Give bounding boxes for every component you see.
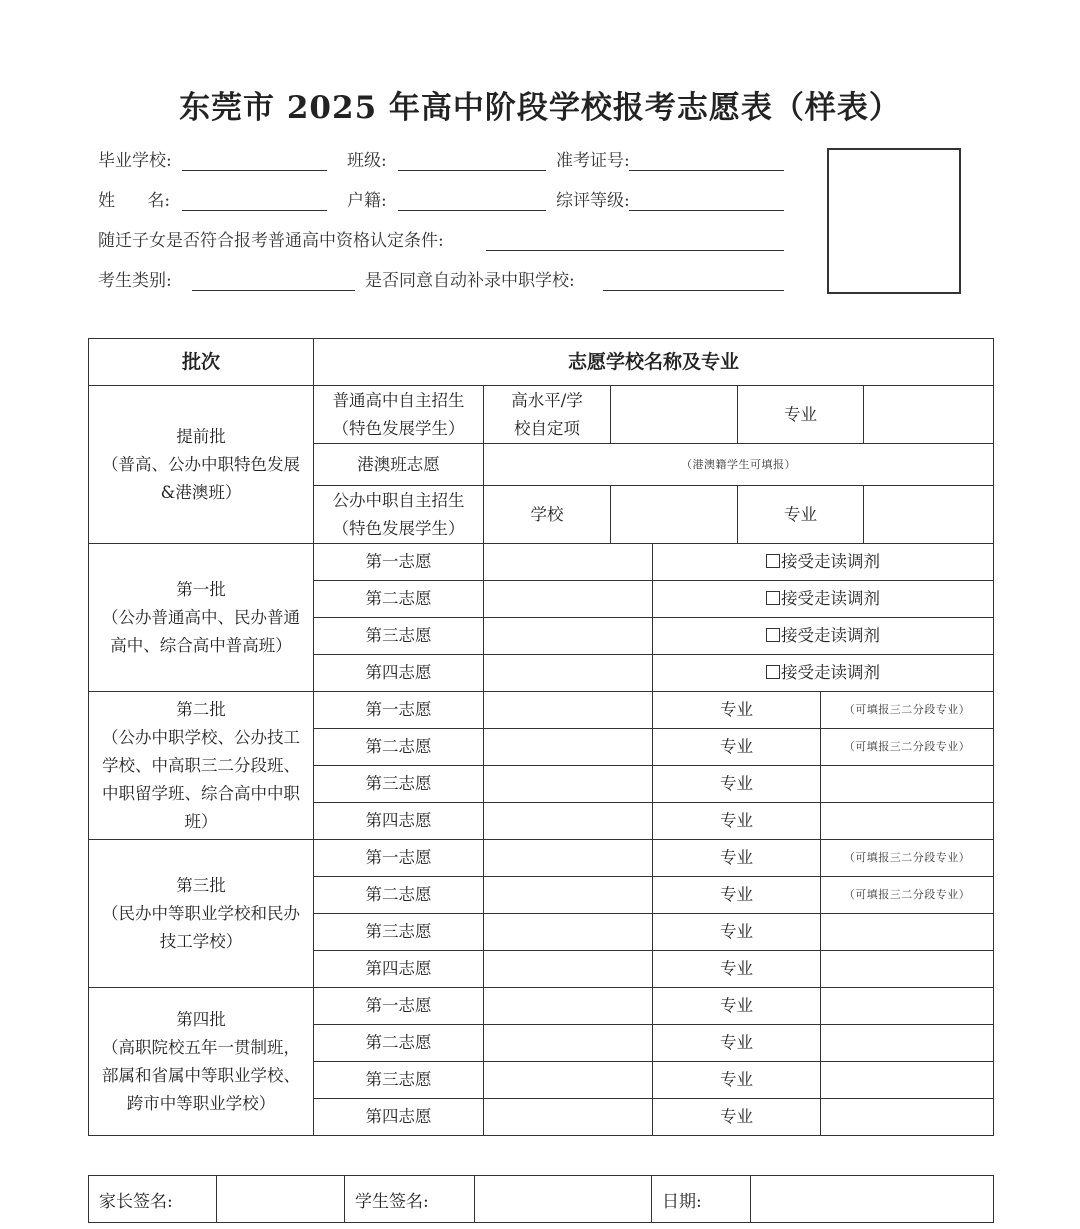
early-major-value-1[interactable]	[864, 386, 994, 444]
signature-table	[88, 1175, 994, 1223]
batch1-school-4[interactable]	[484, 655, 653, 692]
batch3-note-2: （可填报三二分段专业）	[821, 877, 994, 914]
batch2-school-4[interactable]	[484, 803, 653, 840]
early-type-1: 普通高中自主招生（特色发展学生）	[314, 386, 484, 444]
batch2-choice-3: 第三志愿	[314, 766, 484, 803]
batch1-choice-3: 第三志愿	[314, 618, 484, 655]
batch1-school-3[interactable]	[484, 618, 653, 655]
batch4-choice-1: 第一志愿	[314, 988, 484, 1025]
name-label: 姓 名:	[98, 191, 171, 211]
candidate-category-input[interactable]	[192, 290, 355, 291]
batch4-school-3[interactable]	[484, 1062, 653, 1099]
batch3-note-1: （可填报三二分段专业）	[821, 840, 994, 877]
batch3-choice-4: 第四志愿	[314, 951, 484, 988]
graduation-school-label: 毕业学校:	[98, 151, 172, 171]
batch-2-label: 第二批 （公办中职学校、公办技工学校、中高职三二分段班、中职留学班、综合高中中职班）	[89, 692, 314, 840]
batch3-school-2[interactable]	[484, 877, 653, 914]
early-value-3[interactable]	[611, 486, 738, 544]
choices-table	[88, 338, 994, 1136]
batch2-note-2: （可填报三二分段专业）	[821, 729, 994, 766]
student-signature-label: 学生签名:	[345, 1176, 475, 1223]
class-input[interactable]	[398, 170, 546, 171]
early-note-2: （港澳籍学生可填报）	[484, 444, 994, 486]
header-batch: 批次	[89, 339, 314, 386]
early-type-2: 港澳班志愿	[314, 444, 484, 486]
batch-4-label: 第四批 （高职院校五年一贯制班，部属和省属中等职业学校、跨市中等职业学校）	[89, 988, 314, 1136]
student-signature-field[interactable]	[475, 1176, 652, 1223]
batch-1-label: 第一批 （公办普通高中、民办普通高中、综合高中普高班）	[89, 544, 314, 692]
batch2-note-1: （可填报三二分段专业）	[821, 692, 994, 729]
batch1-accept-4[interactable]: 接受走读调剂	[653, 655, 994, 692]
migrant-eligibility-label: 随迁子女是否符合报考普通高中资格认定条件:	[98, 231, 444, 251]
header-choices: 志愿学校名称及专业	[314, 339, 994, 386]
early-type-3: 公办中职自主招生（特色发展学生）	[314, 486, 484, 544]
date-label: 日期:	[652, 1176, 751, 1223]
batch4-major-label-4: 专业	[653, 1099, 821, 1136]
batch4-school-2[interactable]	[484, 1025, 653, 1062]
batch4-major-value-3[interactable]	[821, 1062, 994, 1099]
batch3-major-label-2: 专业	[653, 877, 821, 914]
evaluation-grade-label: 综评等级:	[556, 191, 630, 211]
batch3-school-1[interactable]	[484, 840, 653, 877]
batch1-school-2[interactable]	[484, 581, 653, 618]
parent-signature-label: 家长签名:	[89, 1176, 217, 1223]
batch4-school-1[interactable]	[484, 988, 653, 1025]
early-major-value-3[interactable]	[864, 486, 994, 544]
batch4-major-value-2[interactable]	[821, 1025, 994, 1062]
batch2-school-1[interactable]	[484, 692, 653, 729]
parent-signature-field[interactable]	[217, 1176, 345, 1223]
early-sub-1: 高水平/学校自定项	[484, 386, 611, 444]
batch4-choice-3: 第三志愿	[314, 1062, 484, 1099]
migrant-eligibility-input[interactable]	[486, 250, 784, 251]
batch1-accept-3[interactable]: 接受走读调剂	[653, 618, 994, 655]
batch2-major-value-4[interactable]	[821, 803, 994, 840]
batch3-choice-2: 第二志愿	[314, 877, 484, 914]
graduation-school-input[interactable]	[182, 170, 327, 171]
batch1-accept-2[interactable]: 接受走读调剂	[653, 581, 994, 618]
batch2-major-label-4: 专业	[653, 803, 821, 840]
batch1-accept-1[interactable]: 接受走读调剂	[653, 544, 994, 581]
name-input[interactable]	[182, 210, 327, 211]
early-sub-3: 学校	[484, 486, 611, 544]
auto-admit-label: 是否同意自动补录中职学校:	[365, 271, 575, 291]
checkbox-icon[interactable]	[766, 554, 780, 568]
batch4-school-4[interactable]	[484, 1099, 653, 1136]
exam-number-label: 准考证号:	[556, 151, 630, 171]
batch3-choice-1: 第一志愿	[314, 840, 484, 877]
batch1-choice-2: 第二志愿	[314, 581, 484, 618]
batch2-major-label-1: 专业	[653, 692, 821, 729]
batch3-major-label-3: 专业	[653, 914, 821, 951]
early-value-1[interactable]	[611, 386, 738, 444]
batch4-major-label-3: 专业	[653, 1062, 821, 1099]
hukou-label: 户籍:	[347, 191, 387, 211]
early-major-label-1: 专业	[738, 386, 864, 444]
batch2-major-label-2: 专业	[653, 729, 821, 766]
batch2-major-label-3: 专业	[653, 766, 821, 803]
checkbox-icon[interactable]	[766, 665, 780, 679]
class-label: 班级:	[347, 151, 387, 171]
batch3-major-label-4: 专业	[653, 951, 821, 988]
early-major-label-3: 专业	[738, 486, 864, 544]
batch-3-label: 第三批 （民办中等职业学校和民办技工学校）	[89, 840, 314, 988]
batch4-major-value-1[interactable]	[821, 988, 994, 1025]
auto-admit-input[interactable]	[603, 290, 784, 291]
batch3-school-4[interactable]	[484, 951, 653, 988]
batch2-school-3[interactable]	[484, 766, 653, 803]
batch2-choice-1: 第一志愿	[314, 692, 484, 729]
batch2-school-2[interactable]	[484, 729, 653, 766]
photo-box[interactable]	[827, 148, 961, 294]
batch3-major-label-1: 专业	[653, 840, 821, 877]
batch4-choice-4: 第四志愿	[314, 1099, 484, 1136]
hukou-input[interactable]	[398, 210, 546, 211]
batch4-choice-2: 第二志愿	[314, 1025, 484, 1062]
checkbox-icon[interactable]	[766, 628, 780, 642]
batch4-major-label-2: 专业	[653, 1025, 821, 1062]
batch-early-label: 提前批 （普高、公办中职特色发展&港澳班）	[89, 386, 314, 544]
batch3-choice-3: 第三志愿	[314, 914, 484, 951]
checkbox-icon[interactable]	[766, 591, 780, 605]
batch4-major-value-4[interactable]	[821, 1099, 994, 1136]
batch1-choice-4: 第四志愿	[314, 655, 484, 692]
batch1-school-1[interactable]	[484, 544, 653, 581]
date-field[interactable]	[751, 1176, 994, 1223]
exam-number-input[interactable]	[629, 170, 784, 171]
batch2-choice-4: 第四志愿	[314, 803, 484, 840]
batch2-major-value-3[interactable]	[821, 766, 994, 803]
batch4-major-label-1: 专业	[653, 988, 821, 1025]
batch3-major-value-3[interactable]	[821, 914, 994, 951]
candidate-category-label: 考生类别:	[98, 271, 172, 291]
page-title: 东莞市 2025 年高中阶段学校报考志愿表（样表）	[179, 90, 901, 126]
batch3-major-value-4[interactable]	[821, 951, 994, 988]
batch2-choice-2: 第二志愿	[314, 729, 484, 766]
batch3-school-3[interactable]	[484, 914, 653, 951]
evaluation-grade-input[interactable]	[629, 210, 784, 211]
batch1-choice-1: 第一志愿	[314, 544, 484, 581]
